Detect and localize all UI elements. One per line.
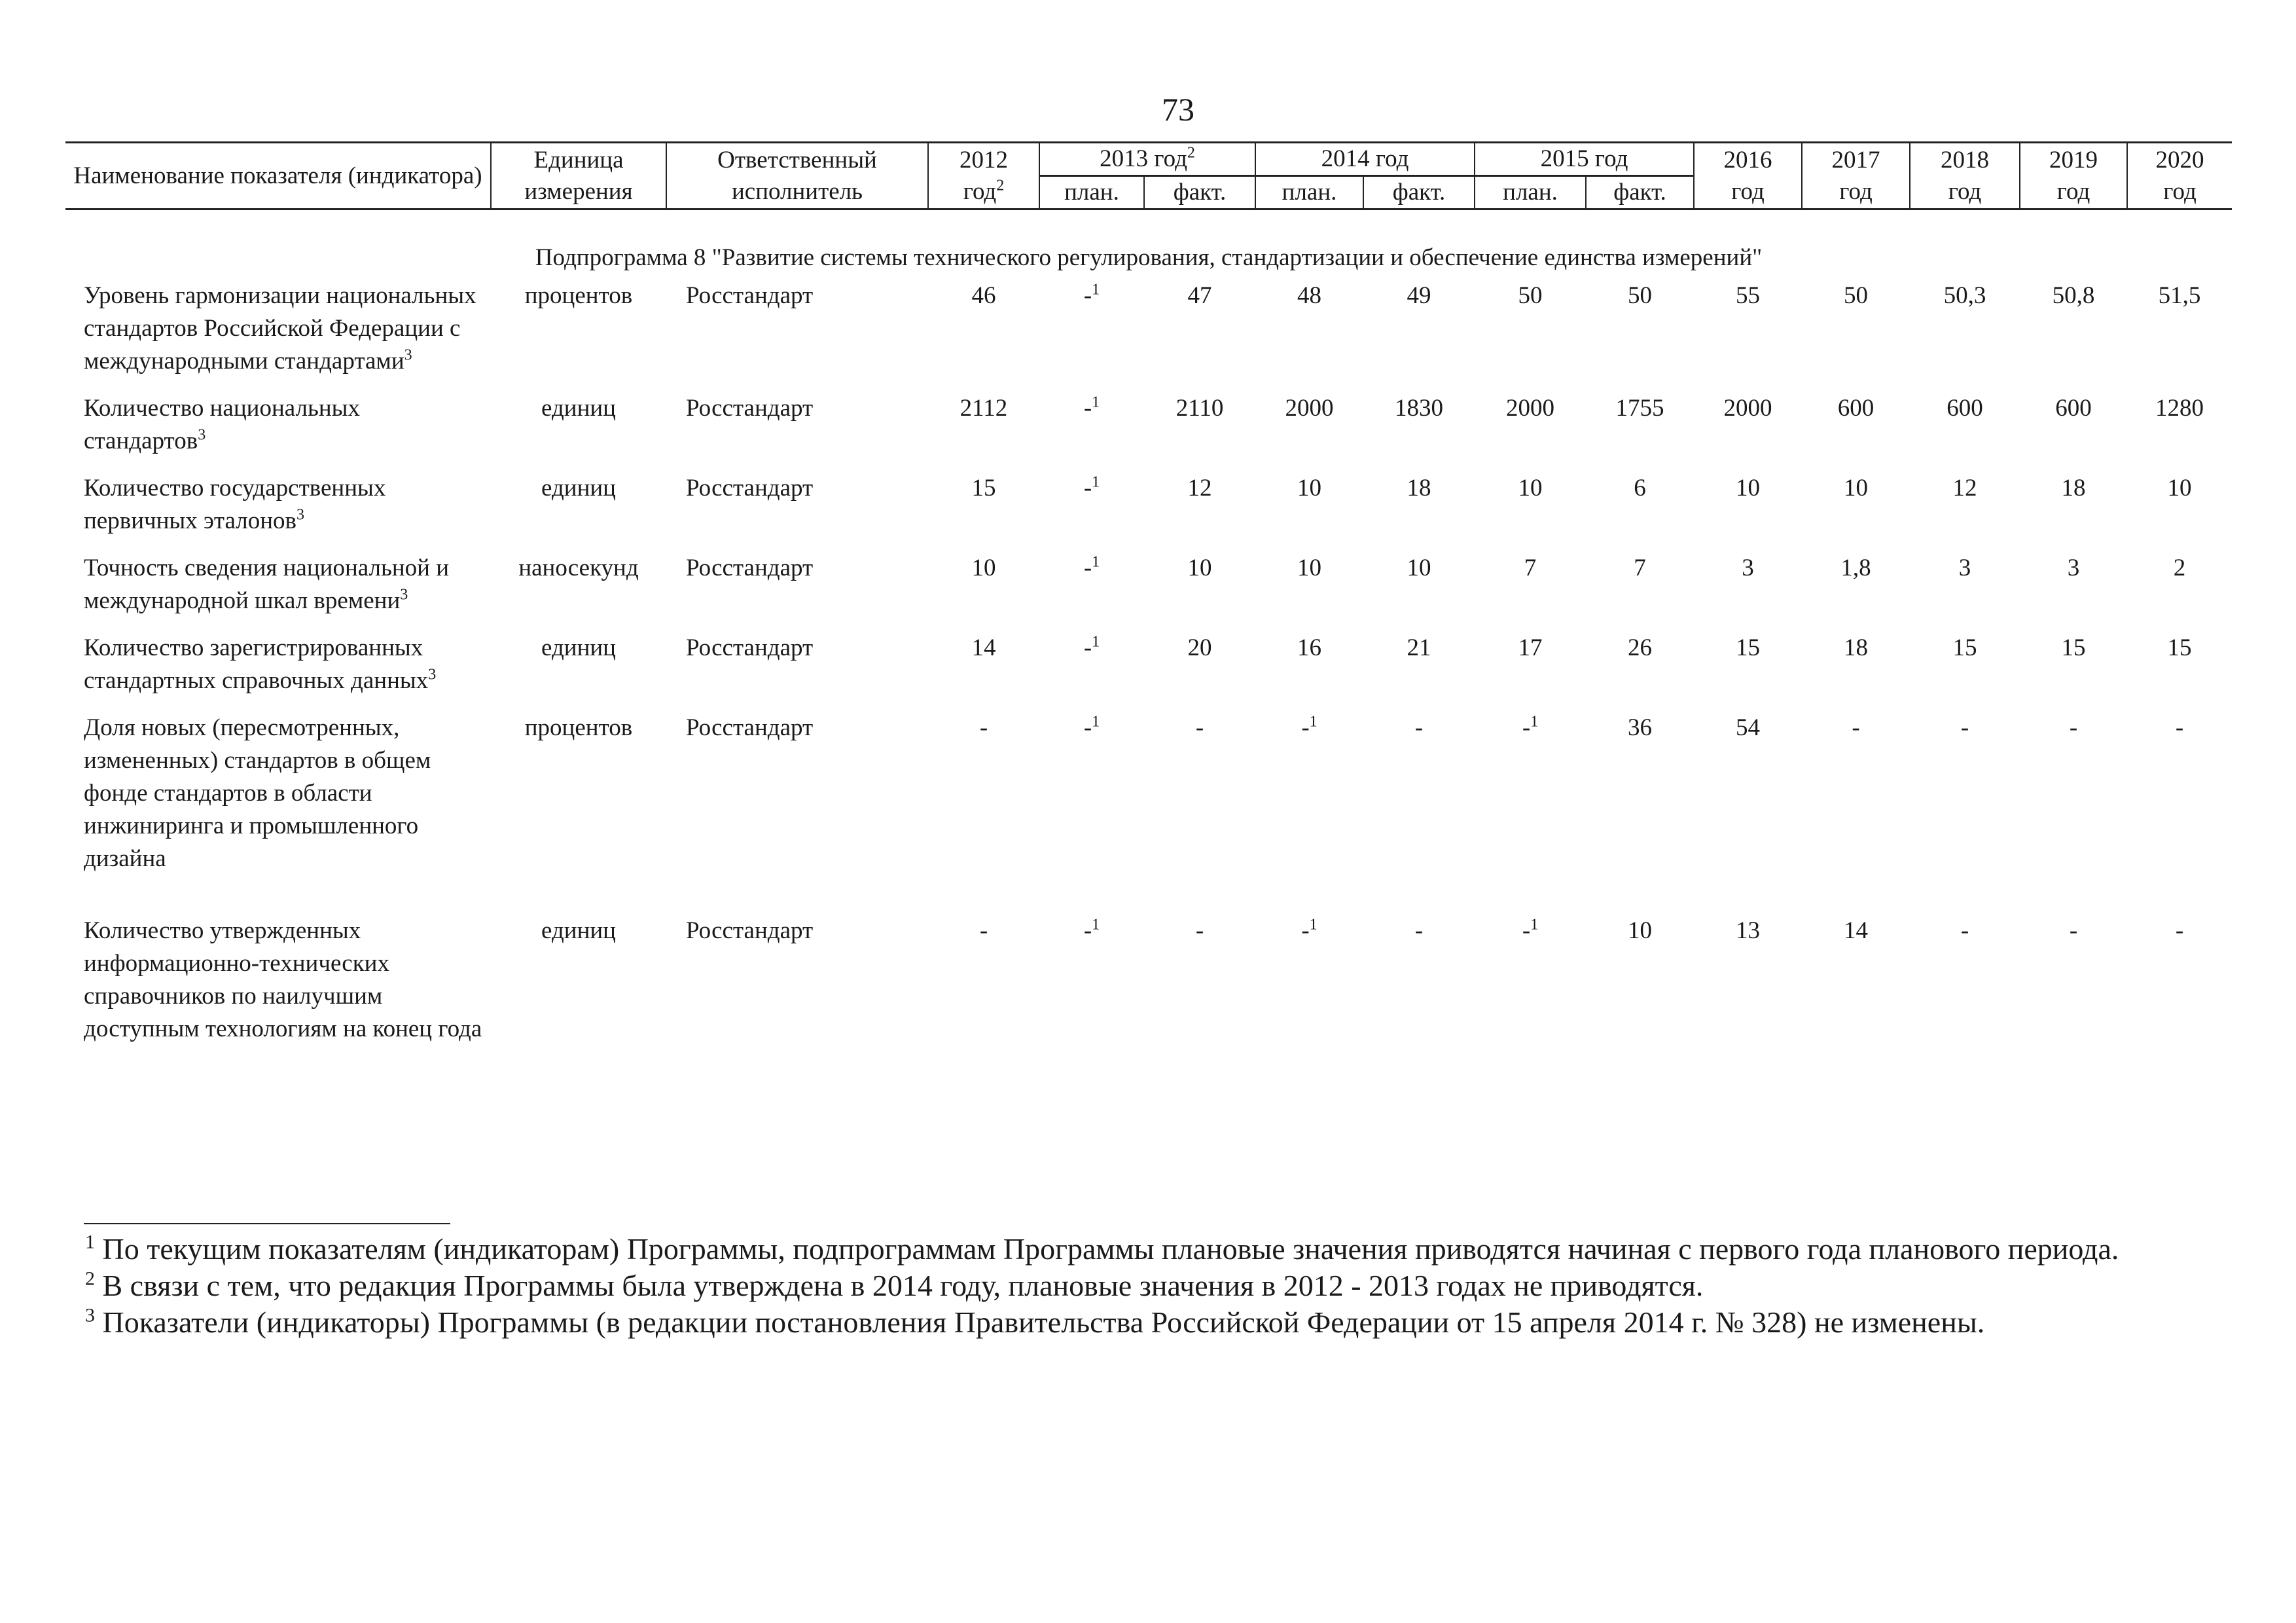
value-cell: 46	[971, 282, 996, 309]
value-cell: 51,5	[2158, 282, 2201, 309]
value-cell: 2000	[1723, 395, 1772, 422]
value-cell: 1755	[1615, 395, 1664, 422]
value-cell: 50,8	[2052, 282, 2095, 309]
value-cell: 1830	[1395, 395, 1444, 422]
value-cell: 18	[1844, 634, 1869, 661]
table-header	[65, 143, 2232, 210]
header-unit: Единица измерения	[491, 143, 666, 210]
footnote-ref: 3	[296, 506, 304, 524]
table-row	[65, 915, 2232, 1060]
value-cell: 49	[1407, 282, 1431, 309]
footnote	[85, 1267, 2212, 1304]
value-cell: 50	[1628, 282, 1653, 309]
footnote-mark: 3	[85, 1304, 95, 1326]
value-cell: 26	[1628, 634, 1653, 661]
value-cell: -$^1$	[1083, 916, 1100, 944]
value-cell: 10	[1297, 475, 1322, 501]
header-2017: 2017 год	[1802, 143, 1910, 210]
footnote-ref: 1	[1092, 713, 1100, 731]
value-cell: 55	[1736, 282, 1761, 309]
header-2013-plan: план.	[1039, 176, 1144, 210]
unit-cell: процентов	[524, 714, 633, 741]
indicator-name: Доля новых (пересмотренных, измененных) стандартов в общем фонде стандартов в области инжиниринга и промышленного дизайна	[84, 714, 431, 872]
value-cell: 10	[1297, 555, 1322, 581]
footnote-text: В связи с тем, что редакция Программы была утверждена в 2014 году, плановые значения в 2012 - 2013 годах не приводятся.	[102, 1269, 1704, 1302]
value-cell: 18	[1407, 475, 1431, 501]
header-2012: 2012 год$^2$	[928, 143, 1039, 210]
unit-cell: единиц	[541, 475, 616, 501]
value-cell: 10	[2167, 475, 2192, 501]
value-cell: 20	[1187, 634, 1212, 661]
footnote-ref: 1	[1309, 916, 1318, 934]
indicator-name: Количество утвержденных информационно-технических справочников по наилучшим доступным технологиям на конец года	[84, 917, 482, 1042]
unit-cell: наносекунд	[518, 555, 639, 581]
value-cell: 2	[2173, 555, 2186, 581]
header-2014-fact: факт.	[1363, 176, 1475, 210]
table-row	[65, 552, 2232, 632]
value-cell: 12	[1952, 475, 1977, 501]
value-cell: 16	[1297, 634, 1322, 661]
unit-cell: процентов	[524, 282, 633, 309]
header-2016: 2016 год	[1694, 143, 1802, 210]
header-responsible: Ответственный исполнитель	[666, 143, 928, 210]
footnote-ref: 3	[428, 666, 437, 684]
value-cell: -$^1$	[1301, 713, 1318, 741]
value-cell: -	[1414, 917, 1424, 944]
value-cell: 15	[971, 475, 996, 501]
value-cell: 600	[2055, 395, 2092, 422]
value-cell: 3	[1958, 555, 1971, 581]
header-2018: 2018 год	[1910, 143, 2020, 210]
footnote-ref: 1	[1530, 916, 1539, 934]
section-title: Подпрограмма 8 "Развитие системы технического регулирования, стандартизации и обеспечение единства измерений"	[535, 244, 1763, 271]
header-2019: 2019 год	[2020, 143, 2127, 210]
indicator-name: Точность сведения национальной и международной шкал времени$^3$	[84, 555, 449, 614]
footnote-ref: 1	[1092, 916, 1100, 934]
header-2013-fact: факт.	[1144, 176, 1255, 210]
footnote-text: Показатели (индикаторы) Программы (в редакции постановления Правительства Российской Федерации от 15 апреля 2014 г. № 328) не изменены.	[102, 1305, 1985, 1339]
value-cell: 6	[1634, 475, 1646, 501]
value-cell: -	[2175, 917, 2184, 944]
responsible-cell: Росстандарт	[686, 475, 814, 501]
footnote-ref: 1	[1092, 553, 1100, 571]
value-cell: -	[1195, 917, 1204, 944]
value-cell: 15	[2061, 634, 2086, 661]
value-cell: 48	[1297, 282, 1322, 309]
footnote-ref: 1	[1309, 713, 1318, 731]
value-cell: 10	[1628, 917, 1653, 944]
indicator-name: Уровень гармонизации национальных стандартов Российской Федерации с международными стандартами$^3$	[84, 282, 476, 374]
value-cell: 10	[971, 555, 996, 581]
table-row	[65, 472, 2232, 552]
value-cell: -	[1414, 714, 1424, 741]
responsible-cell: Росстандарт	[686, 282, 814, 309]
value-cell: -	[979, 714, 988, 741]
footnote-ref: 1	[1092, 393, 1100, 411]
value-cell: -$^1$	[1083, 713, 1100, 741]
footnote-mark: 2	[85, 1267, 95, 1290]
value-cell: 21	[1407, 634, 1431, 661]
value-cell: 2112	[960, 395, 1008, 422]
value-cell: -	[2069, 917, 2078, 944]
value-cell: 10	[1187, 555, 1212, 581]
value-cell: 7	[1634, 555, 1646, 581]
value-cell: 17	[1518, 634, 1543, 661]
value-cell: -$^1$	[1083, 393, 1100, 422]
responsible-cell: Росстандарт	[686, 714, 814, 741]
value-cell: 3	[2067, 555, 2080, 581]
indicator-name: Количество национальных стандартов$^3$	[84, 395, 360, 454]
header-2015-fact: факт.	[1586, 176, 1694, 210]
value-cell: -$^1$	[1522, 916, 1539, 944]
footnote-ref: 1	[1530, 713, 1539, 731]
value-cell: 12	[1187, 475, 1212, 501]
value-cell: 15	[1736, 634, 1761, 661]
value-cell: -$^1$	[1083, 281, 1100, 309]
indicator-name: Количество государственных первичных эталонов$^3$	[84, 475, 386, 534]
value-cell: 10	[1844, 475, 1869, 501]
value-cell: -	[1852, 714, 1860, 741]
value-cell: -	[1195, 714, 1204, 741]
footnote	[85, 1231, 2212, 1267]
unit-cell: единиц	[541, 917, 616, 944]
value-cell: 2000	[1285, 395, 1334, 422]
header-2015: 2015 год	[1475, 143, 1694, 176]
value-cell: -$^1$	[1083, 633, 1100, 661]
value-cell: 7	[1524, 555, 1537, 581]
value-cell: 2000	[1506, 395, 1555, 422]
value-cell: 13	[1736, 917, 1761, 944]
footnote-ref: 1	[1092, 473, 1100, 491]
footnote-ref: 1	[1092, 633, 1100, 651]
value-cell: 15	[2167, 634, 2192, 661]
value-cell: 50	[1518, 282, 1543, 309]
responsible-cell: Росстандарт	[686, 634, 814, 661]
value-cell: 10	[1407, 555, 1431, 581]
value-cell: 10	[1518, 475, 1543, 501]
value-cell: 14	[1844, 917, 1869, 944]
responsible-cell: Росстандарт	[686, 555, 814, 581]
value-cell: 10	[1736, 475, 1761, 501]
value-cell: -	[1960, 714, 1969, 741]
value-cell: 36	[1628, 714, 1653, 741]
value-cell: 1280	[2155, 395, 2204, 422]
value-cell: -$^1$	[1083, 473, 1100, 501]
value-cell: 18	[2061, 475, 2086, 501]
footnote-mark: 1	[85, 1231, 95, 1253]
footnote-divider	[84, 1223, 450, 1224]
value-cell: -	[1960, 917, 1969, 944]
unit-cell: единиц	[541, 395, 616, 422]
table-row	[65, 280, 2232, 392]
responsible-cell: Росстандарт	[686, 395, 814, 422]
value-cell: -	[2069, 714, 2078, 741]
footnote	[85, 1304, 2212, 1341]
value-cell: -$^1$	[1301, 916, 1318, 944]
table-row	[65, 392, 2232, 472]
indicator-name: Количество зарегистрированных стандартных справочных данных$^3$	[84, 634, 437, 694]
footnote-ref: 1	[1092, 281, 1100, 299]
responsible-cell: Росстандарт	[686, 917, 814, 944]
footnotes	[85, 1231, 2212, 1341]
header-2014: 2014 год	[1255, 143, 1475, 176]
value-cell: 600	[1946, 395, 1983, 422]
footnote-ref: 3	[400, 586, 408, 604]
footnote-text: По текущим показателям (индикаторам) Программы, подпрограммам Программы плановые значения приводятся начиная с первого года планового периода.	[102, 1232, 2119, 1266]
value-cell: 600	[1837, 395, 1874, 422]
value-cell: -	[979, 917, 988, 944]
page-number: 73	[1162, 91, 1194, 128]
table-row	[65, 632, 2232, 712]
header-2013: 2013 год$^2$	[1039, 143, 1255, 176]
value-cell: 1,8	[1840, 555, 1871, 581]
unit-cell: единиц	[541, 634, 616, 661]
indicators-table	[65, 141, 2232, 1060]
value-cell: 50	[1844, 282, 1869, 309]
value-cell: 2110	[1175, 395, 1224, 422]
value-cell: -$^1$	[1083, 553, 1100, 581]
value-cell: -$^1$	[1522, 713, 1539, 741]
header-2014-plan: план.	[1255, 176, 1363, 210]
value-cell: 14	[971, 634, 996, 661]
value-cell: 15	[1952, 634, 1977, 661]
footnote-ref: 3	[198, 426, 206, 444]
table-row	[65, 712, 2232, 915]
value-cell: 50,3	[1943, 282, 1986, 309]
value-cell: -	[2175, 714, 2184, 741]
footnote-ref: 3	[404, 346, 412, 364]
header-indicator-name: Наименование показателя (индикатора)	[65, 143, 491, 210]
value-cell: 3	[1742, 555, 1754, 581]
value-cell: 54	[1736, 714, 1761, 741]
header-2020: 2020 год	[2127, 143, 2232, 210]
value-cell: 47	[1187, 282, 1212, 309]
header-2015-plan: план.	[1475, 176, 1586, 210]
table-body	[65, 210, 2232, 1061]
